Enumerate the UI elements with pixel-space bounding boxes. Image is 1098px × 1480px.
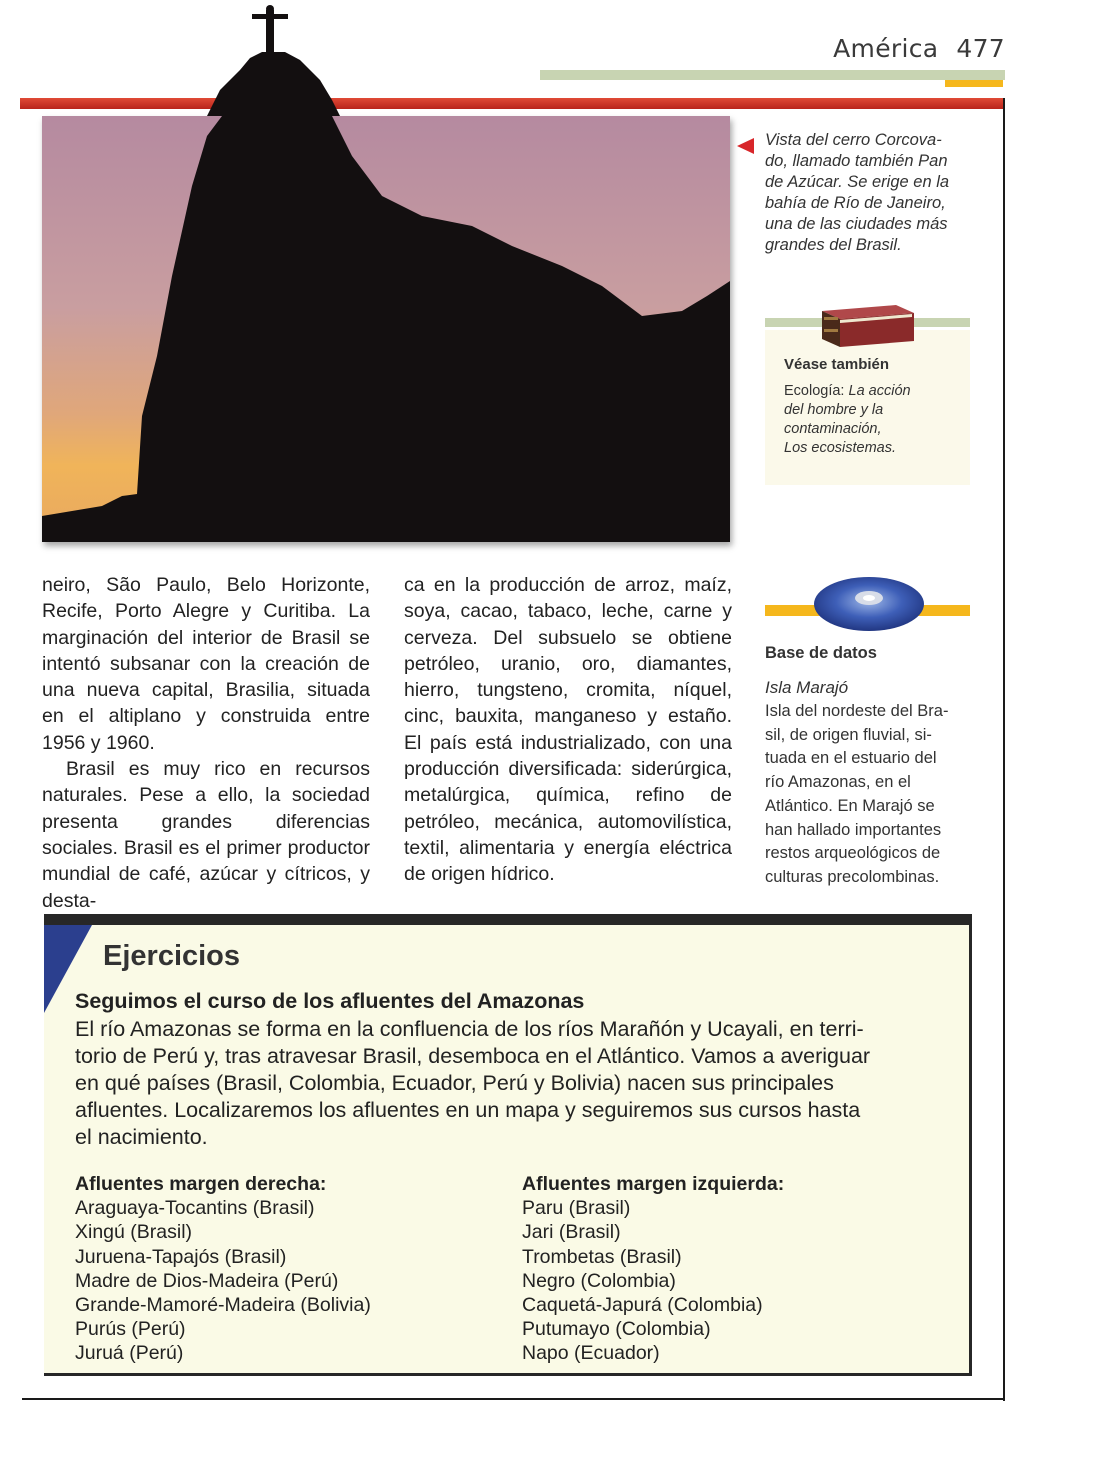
- vease-link[interactable]: contaminación,: [784, 421, 882, 437]
- right-bank-list: [75, 1172, 371, 1366]
- base-body: [765, 700, 970, 890]
- corcovado-photo-svg: [42, 116, 730, 542]
- base-subtitle: Isla Marajó: [765, 678, 849, 697]
- base-line: sil, de origen fluvial, si-: [765, 725, 932, 744]
- list-item: Trombetas (Brasil): [522, 1245, 682, 1268]
- list-item: Negro (Colombia): [522, 1269, 676, 1292]
- base-line: Atlántico. En Marajó se: [765, 796, 935, 815]
- section-title: América: [833, 34, 939, 63]
- caption-arrow-icon: [737, 138, 754, 154]
- book-icon: [818, 303, 918, 349]
- list-item: Grande-Mamoré-Madeira (Bolivia): [75, 1294, 371, 1317]
- header-red-rule: [20, 98, 1005, 109]
- page-right-border: [1003, 98, 1005, 1401]
- text-column-1: [42, 572, 370, 914]
- list-item: Purús (Perú): [75, 1318, 186, 1341]
- page-header: [800, 34, 1005, 63]
- cd-icon: [812, 572, 926, 632]
- base-line: restos arqueológicos de: [765, 844, 941, 863]
- list-item: Juruá (Perú): [75, 1342, 184, 1365]
- caption-line: grandes del Brasil.: [765, 236, 902, 254]
- vease-body: [784, 382, 954, 458]
- vease-link[interactable]: Los ecosistemas.: [784, 440, 897, 456]
- base-line: han hallado importantes: [765, 820, 942, 839]
- vease-link[interactable]: La acción: [848, 383, 911, 399]
- base-line: tuada en el estuario del: [765, 749, 937, 768]
- vease-title: Véase también: [784, 356, 890, 373]
- exercises-subtitle: Seguimos el curso de los afluentes del Amazonas: [75, 989, 585, 1013]
- base-line: Isla del nordeste del Bra-: [765, 702, 949, 720]
- exercises-title: Ejercicios: [103, 940, 241, 972]
- list-item: Caquetá-Japurá (Colombia): [522, 1294, 763, 1317]
- list-item: Paru (Brasil): [522, 1197, 631, 1220]
- base-line: culturas precolombinas.: [765, 867, 940, 886]
- exercises-line: El río Amazonas se forma en la confluencia de los ríos Marañón y Ucayali, en terri-: [75, 1017, 864, 1041]
- corcovado-photo: [42, 116, 730, 542]
- list-item: Napo (Ecuador): [522, 1342, 660, 1365]
- column2-paragraph-1: ca en la producción de arroz, maíz, soya, cacao, tabaco, leche, carne y cerveza. Del subsuelo se obtiene petróleo, uranio, oro, diamantes, hierro, tungsteno, cromita, níquel, cinc, bauxita, manganeso y estaño. El país está industrializado, con una producción diversificada: siderúrgica, metalúrgica, química, refino de petróleo, mecánica, automovilística, textil, alimentaria y energía eléctrica de origen hídrico.: [404, 574, 732, 886]
- vease-link[interactable]: del hombre y la: [784, 402, 884, 418]
- list-item: Araguaya-Tocantins (Brasil): [75, 1197, 315, 1220]
- page-bottom-border: [22, 1398, 1005, 1400]
- column1-paragraph-1: neiro, São Paulo, Belo Horizonte, Recife, Porto Alegre y Curitiba. La marginación del interior de Brasil se intentó subsanar con la creación de una nueva capital, Brasilia, situada en el altiplano y construida entre 1956 y 1960.: [42, 574, 370, 754]
- exercises-line: afluentes. Localizaremos los afluentes en un mapa y seguiremos sus cursos hasta: [75, 1098, 861, 1122]
- column1-paragraph-2: Brasil es muy rico en recursos naturales. Pese a ello, la sociedad presenta grandes diferencias sociales. Brasil es el primer productor mundial de café, azúcar y cítricos, y desta-: [42, 758, 370, 912]
- caption-line: de Azúcar. Se erige en la: [765, 173, 950, 191]
- exercises-paragraph: [75, 1016, 943, 1151]
- list-item: Jari (Brasil): [522, 1221, 621, 1244]
- caption-line: do, llamado también Pan: [765, 152, 948, 170]
- list-item: Juruena-Tapajós (Brasil): [75, 1245, 287, 1268]
- page-number: 477: [956, 34, 1005, 63]
- exercises-line: en qué países (Brasil, Colombia, Ecuador, Perú y Bolivia) nacen sus principales: [75, 1071, 834, 1095]
- list-item: Xingú (Brasil): [75, 1221, 193, 1244]
- left-bank-heading: Afluentes margen izquierda:: [522, 1173, 785, 1195]
- caption-line: bahía de Río de Janeiro,: [765, 194, 946, 212]
- list-item: Putumayo (Colombia): [522, 1318, 711, 1341]
- base-line: río Amazonas, en el: [765, 773, 911, 792]
- header-green-rule: [540, 70, 1005, 80]
- exercises-line: torio de Perú y, tras atravesar Brasil, desemboca en el Atlántico. Vamos a averiguar: [75, 1044, 871, 1068]
- caption-line: una de las ciudades más: [765, 215, 948, 233]
- vease-prefix: Ecología:: [784, 383, 845, 399]
- exercises-line: el nacimiento.: [75, 1125, 208, 1149]
- text-column-2: [404, 572, 732, 888]
- left-bank-list: [522, 1172, 784, 1366]
- caption-line: Vista del cerro Corcova-: [765, 131, 942, 149]
- photo-caption: [765, 130, 980, 256]
- base-title: Base de datos: [765, 644, 877, 662]
- right-bank-heading: Afluentes margen derecha:: [75, 1173, 327, 1195]
- list-item: Madre de Dios-Madeira (Perú): [75, 1269, 339, 1292]
- header-yellow-tab: [945, 80, 1003, 87]
